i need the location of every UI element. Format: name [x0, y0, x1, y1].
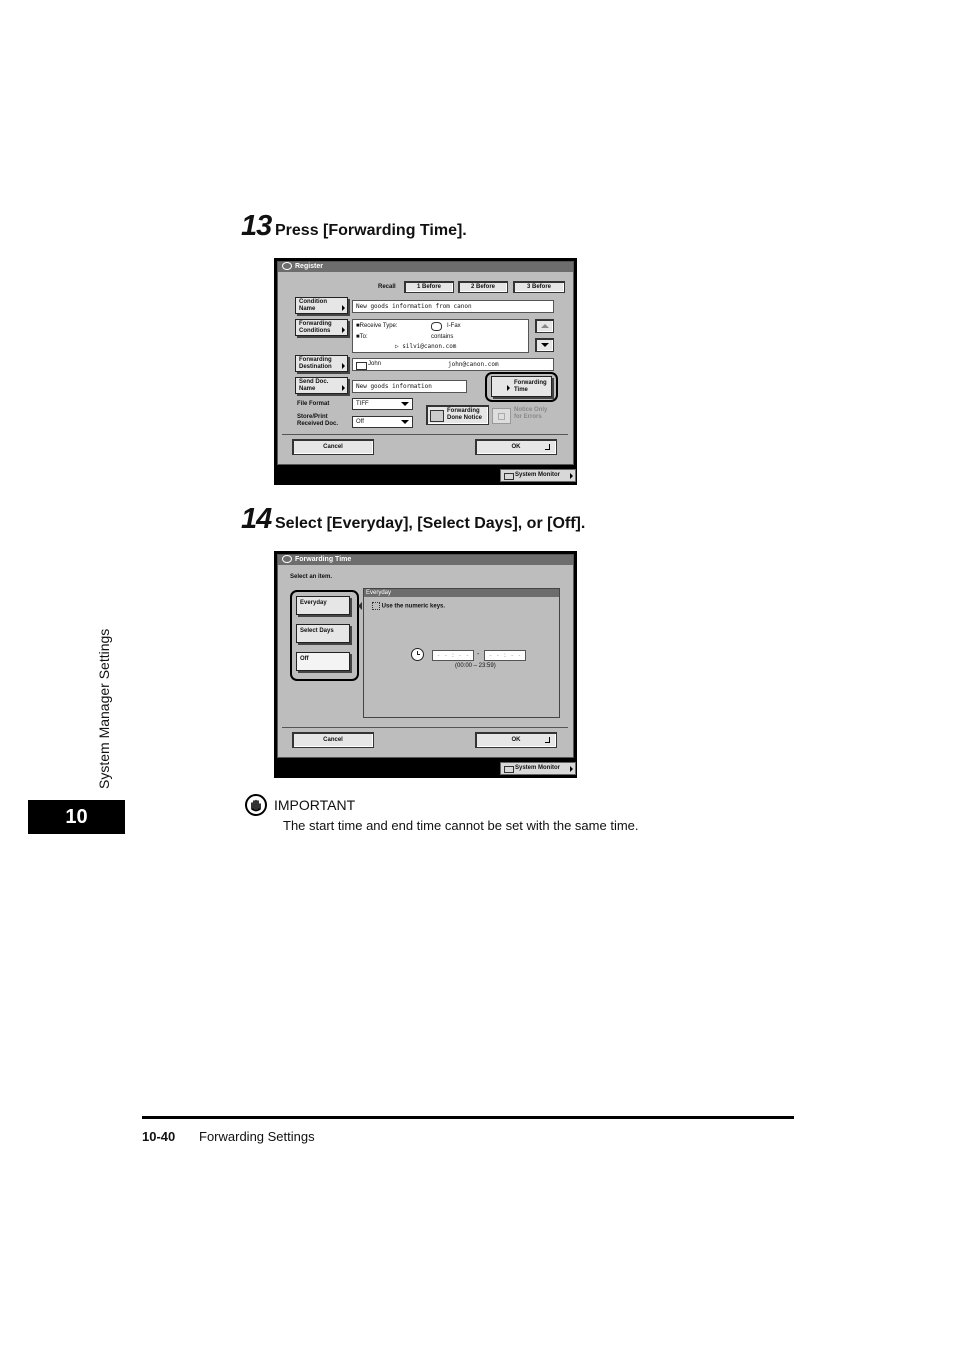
register-cancel-button[interactable]: Cancel	[292, 439, 374, 455]
important-heading: IMPORTANT	[274, 797, 356, 813]
footer-rule	[142, 1116, 794, 1119]
canon-logo-icon	[282, 555, 292, 563]
everyday-pane-title: Everyday	[364, 589, 559, 597]
notice-only-errors-label	[514, 407, 547, 421]
select-item-instruction: Select an item.	[290, 574, 333, 580]
enter-icon	[545, 444, 550, 450]
register-divider	[282, 434, 568, 435]
notice-icon	[430, 410, 444, 422]
step-13-instruction: Press [Forwarding Time].	[275, 222, 467, 239]
start-time-input[interactable]: - - : - -	[432, 650, 474, 661]
time-separator: -	[477, 651, 480, 658]
to-row	[356, 334, 368, 340]
system-monitor-button[interactable]: System Monitor	[500, 469, 576, 482]
forwarding-done-notice-button[interactable]	[426, 405, 489, 425]
destination-email: john@canon.com	[448, 361, 499, 368]
forwarding-destination-line1: Forwarding	[299, 357, 332, 363]
scroll-up-button[interactable]	[535, 319, 554, 333]
important-hand-icon	[245, 794, 267, 816]
to-value: contains	[431, 334, 454, 340]
receive-type-value: I-Fax	[447, 323, 461, 329]
bullet-icon: ■	[356, 334, 360, 340]
register-ok-button[interactable]	[475, 439, 557, 455]
condition-name-button[interactable]	[295, 297, 348, 314]
forwarding-time-line2: Time	[514, 387, 528, 393]
step-14-number: 14	[241, 503, 272, 535]
receive-type-row	[356, 323, 398, 329]
system-monitor-button[interactable]: System Monitor	[500, 762, 576, 775]
register-ok-label: OK	[511, 444, 521, 450]
recall-1-before-button[interactable]: 1 Before	[404, 281, 454, 293]
off-button[interactable]: Off	[296, 652, 350, 671]
everyday-pane	[363, 588, 560, 718]
footer-page-number: 10-40	[142, 1129, 176, 1144]
forwarding-destination-line2: Destination	[299, 364, 332, 370]
forwarding-time-arrow-icon	[507, 385, 510, 391]
forwarding-time-ok-button[interactable]	[475, 732, 557, 748]
file-format-select[interactable]: TIFF	[352, 398, 413, 410]
up-arrow-icon	[541, 324, 549, 328]
register-title: Register	[295, 263, 324, 270]
condition-name-line2: Name	[299, 306, 316, 312]
play-icon: ▷	[395, 343, 403, 350]
ifax-icon	[431, 322, 442, 331]
canon-logo-icon	[282, 262, 292, 270]
send-doc-name-button[interactable]	[295, 377, 348, 394]
forwarding-done-notice-label	[447, 408, 482, 422]
forwarding-time-titlebar	[278, 555, 573, 565]
send-doc-name-line2: Name	[299, 386, 316, 392]
forwarding-time-panel	[277, 554, 574, 758]
destination-field[interactable]	[352, 358, 554, 371]
bullet-icon: ■	[356, 323, 360, 329]
store-print-select[interactable]: Off	[352, 416, 413, 428]
send-doc-name-field[interactable]: New goods information	[352, 380, 467, 393]
forwarding-time-screen	[274, 551, 577, 778]
forwarding-destination-button[interactable]	[295, 355, 348, 372]
register-panel	[277, 261, 574, 465]
numeric-keys-text: Use the numeric keys.	[381, 603, 446, 610]
sidebar-section-label: System Manager Settings	[96, 628, 112, 789]
time-range-hint: (00:00 – 23:59)	[455, 663, 496, 669]
recall-label: Recall	[378, 284, 396, 290]
down-arrow-icon	[541, 343, 549, 347]
recall-3-before-button[interactable]: 3 Before	[513, 281, 565, 293]
select-days-button[interactable]: Select Days	[296, 624, 350, 643]
forwarding-time-button[interactable]	[491, 376, 552, 397]
condition-name-line1: Condition	[299, 299, 327, 305]
address-value: silvi@canon.com	[402, 343, 457, 350]
selection-pointer-icon	[358, 602, 362, 610]
store-print-label	[297, 414, 338, 428]
notice-only-errors-line2: for Errors	[514, 414, 542, 420]
clock-hand	[417, 654, 420, 655]
address-book-icon	[356, 362, 367, 370]
forwarding-time-line1: Forwarding	[514, 380, 547, 386]
forwarding-time-divider	[282, 727, 568, 728]
chapter-number-tab: 10	[28, 800, 125, 834]
forwarding-done-notice-line2: Done Notice	[447, 415, 483, 421]
forwarding-conditions-button[interactable]	[295, 319, 348, 336]
notice-only-errors-line1: Notice Only	[514, 407, 548, 413]
recall-2-before-button[interactable]: 2 Before	[458, 281, 508, 293]
forwarding-conditions-line2: Conditions	[299, 328, 331, 334]
store-print-line1: Store/Print	[297, 414, 328, 420]
enter-icon	[545, 737, 550, 743]
keypad-icon	[372, 602, 380, 610]
footer-section-title: Forwarding Settings	[199, 1129, 315, 1144]
notice-only-errors-checkbox[interactable]	[492, 408, 511, 424]
file-format-label: File Format	[297, 401, 330, 407]
forwarding-done-notice-line1: Forwarding	[447, 408, 480, 414]
to-label: To:	[359, 334, 368, 340]
checkbox-square-icon	[498, 413, 505, 420]
destination-name: John	[368, 361, 382, 367]
address-row	[395, 343, 456, 350]
numeric-keys-hint	[372, 602, 445, 611]
register-titlebar	[278, 262, 573, 272]
clock-icon	[411, 648, 424, 661]
important-text: The start time and end time cannot be set with the same time.	[283, 818, 639, 833]
step-13-number: 13	[241, 210, 272, 242]
everyday-button[interactable]: Everyday	[296, 596, 350, 615]
forwarding-time-ok-label: OK	[511, 737, 521, 743]
store-print-line2: Received Doc.	[297, 421, 339, 427]
step-14-instruction: Select [Everyday], [Select Days], or [Off].	[275, 515, 586, 532]
condition-name-field[interactable]: New goods information from canon	[352, 300, 554, 313]
conditions-box	[352, 319, 529, 353]
register-screen	[274, 258, 577, 485]
send-doc-name-line1: Send Doc.	[299, 379, 329, 385]
scroll-down-button[interactable]	[535, 338, 554, 352]
end-time-input[interactable]: - - : - -	[484, 650, 526, 661]
receive-type-label: Receive Type:	[359, 323, 398, 329]
forwarding-time-title: Forwarding Time	[295, 556, 352, 563]
forwarding-conditions-line1: Forwarding	[299, 321, 332, 327]
forwarding-time-cancel-button[interactable]: Cancel	[292, 732, 374, 748]
